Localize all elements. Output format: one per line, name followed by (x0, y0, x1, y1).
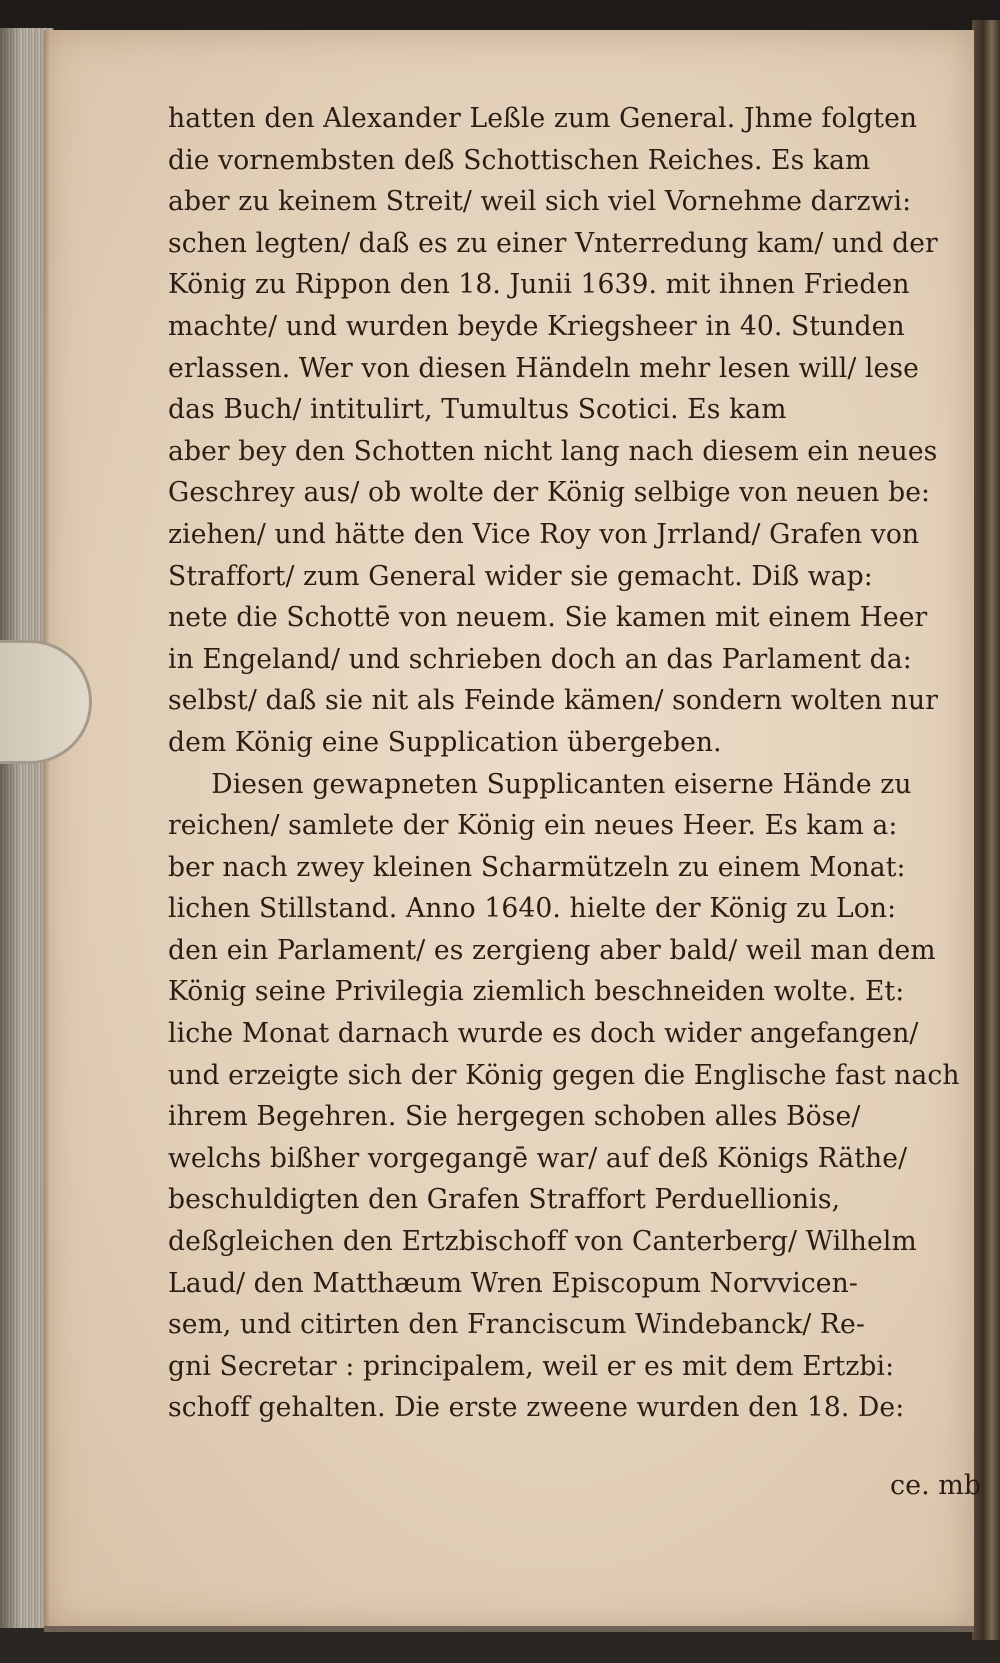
page-gutter-shadow (44, 30, 50, 1630)
text-line: machte/ und wurden beyde Kriegsheer in 40. Stunden (168, 310, 905, 342)
text-line: ihrem Begehren. Sie hergegen schoben alles Böse/ (168, 1101, 861, 1133)
text-line: und erzeigte sich der König gegen die Englische fast nach (168, 1059, 960, 1091)
backdrop (0, 0, 1000, 30)
text-block (168, 98, 980, 1429)
text-line: erlassen. Wer von diesen Händeln mehr lesen will/ lese (168, 352, 919, 384)
text-line: aber bey den Schotten nicht lang nach diesem ein neues (168, 435, 938, 467)
text-line: beschuldigten den Grafen Straffort Perduellionis, (168, 1184, 841, 1216)
text-line: Straffort/ zum General wider sie gemacht. Diß wap: (168, 560, 873, 592)
catchword: ce. mb (890, 1470, 982, 1501)
text-line: nete die Schottē von neuem. Sie kamen mit einem Heer (168, 602, 928, 634)
text-line: das Buch/ intitulirt, Tumultus Scotici. Es kam (168, 394, 787, 426)
text-line: Geschrey aus/ ob wolte der König selbige von neuen be: (168, 477, 931, 509)
text-line: Diesen gewapneten Supplicanten eiserne Hände zu (211, 768, 912, 800)
text-line: Laud/ den Matthæum Wren Episcopum Norvvicen- (168, 1267, 858, 1299)
text-line: hatten den Alexander Leßle zum General. Jhme folgten (168, 103, 918, 134)
text-line: welchs bißher vorgegangē war/ auf deß Königs Räthe/ (168, 1142, 908, 1174)
text-line: gni Secretar : principalem, weil er es mit dem Ertzbi: (168, 1350, 895, 1382)
text-line: dem König eine Supplication übergeben. (168, 726, 722, 758)
text-line: den ein Parlament/ es zergieng aber bald/ weil man dem (168, 934, 936, 966)
text-line: schoff gehalten. Die erste zweene wurden den 18. De: (168, 1392, 905, 1424)
text-line: König seine Privilegia ziemlich beschneiden wolte. Et: (168, 976, 905, 1008)
text-line: selbst/ daß sie nit als Feinde kämen/ sondern wolten nur (168, 685, 939, 717)
text-line: lichen Stillstand. Anno 1640. hielte der König zu Lon: (168, 893, 897, 925)
page-stack-shadow (0, 28, 20, 1628)
text-line: schen legten/ daß es zu einer Vnterredung kam/ und der (168, 227, 938, 259)
text-line: die vornembsten deß Schottischen Reiches. Es kam (168, 144, 871, 176)
text-line: sem, und citirten den Franciscum Windebanck/ Re- (168, 1309, 865, 1341)
text-line: König zu Rippon den 18. Junii 1639. mit ihnen Frieden (168, 269, 910, 301)
text-line: ber nach zwey kleinen Scharmützeln zu einem Monat: (168, 851, 906, 883)
text-line: ziehen/ und hätte den Vice Roy von Jrrland/ Grafen von (168, 518, 920, 550)
text-line: deßgleichen den Ertzbischoff von Canterberg/ Wilhelm (168, 1226, 917, 1258)
text-line: liche Monat darnach wurde es doch wider angefangen/ (168, 1018, 919, 1050)
text-line: aber zu keinem Streit/ weil sich viel Vornehme darzwi: (168, 186, 912, 218)
text-line: reichen/ samlete der König ein neues Heer. Es kam a: (168, 810, 898, 842)
text-line: in Engeland/ und schrieben doch an das Parlament da: (168, 643, 912, 675)
page-bottom-edge (44, 1626, 974, 1632)
